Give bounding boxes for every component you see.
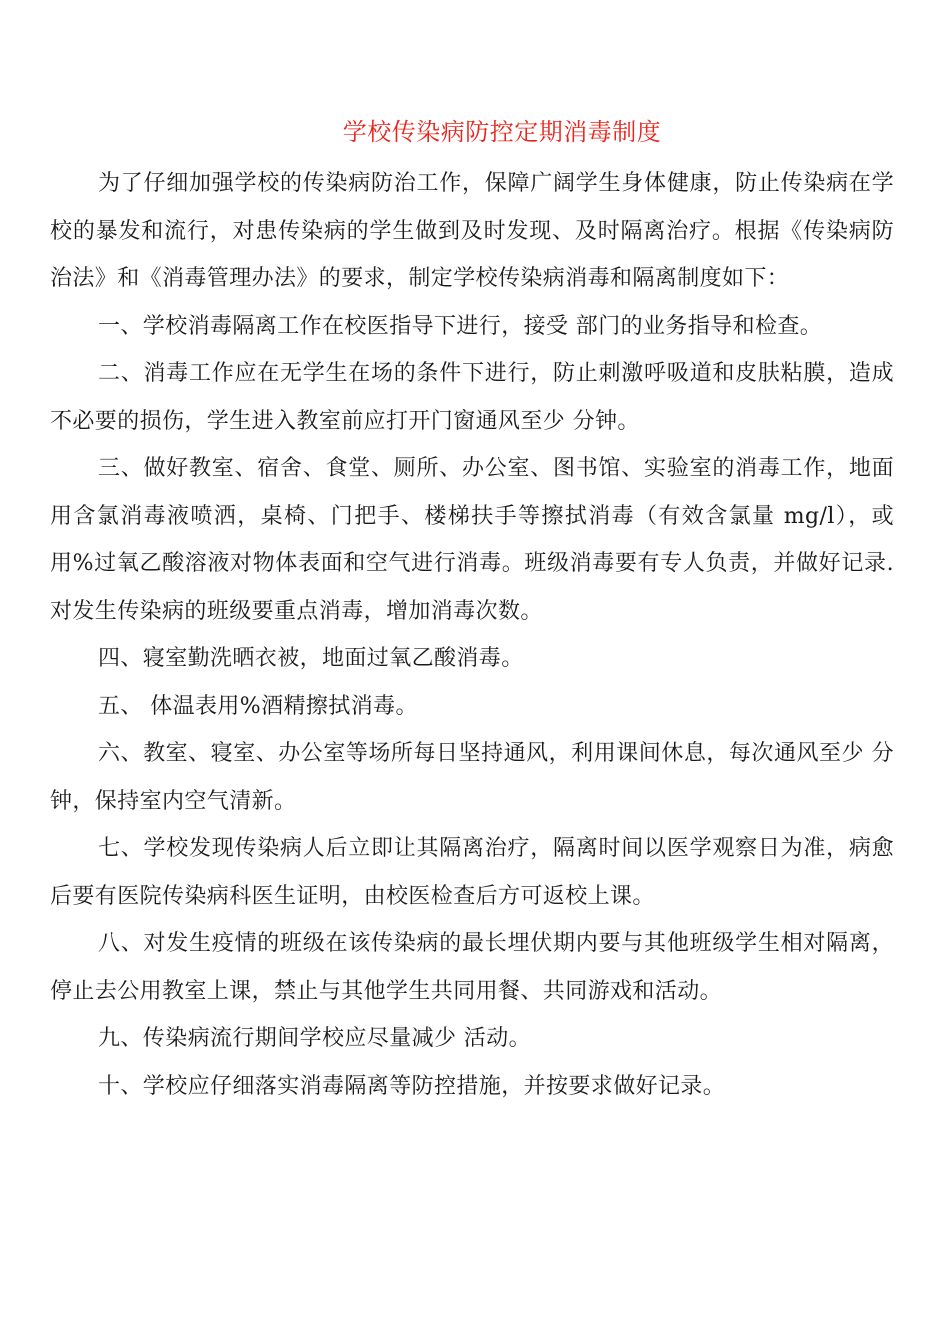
rule-9-paragraph: 九、传染病流行期间学校应尽量减少 活动。 [98, 1026, 531, 1051]
rule-5-paragraph: 五、 体温表用%酒精擦拭消毒。 [98, 693, 418, 719]
rule-7-paragraph: 七、学校发现传染病人后立即让其隔离治疗，隔离时间以医学观察日为准，病愈后要有医院传染病科医生证明，由校医检查后方可返校上课。 [50, 836, 894, 909]
rule-6-paragraph: 六、教室、寝室、办公室等场所每日坚持通风，利用课间休息，每次通风至少 分钟，保持室内空气清新。 [50, 741, 894, 814]
document-title: 学校传染病防控定期消毒制度 [342, 118, 662, 146]
rule-10-paragraph: 十、学校应仔细落实消毒隔离等防控措施，并按要求做好记录。 [98, 1073, 726, 1099]
intro-paragraph: 为了仔细加强学校的传染病防治工作，保障广阔学生身体健康，防止传染病在学校的暴发和流行，对患传染病的学生做到及时发现、及时隔离治疗。根据《传染病防治法》和《消毒管理办法》的要求，制定学校传染病消毒和隔离制度如下： [50, 171, 894, 291]
rule-8-paragraph: 八、对发生疫情的班级在该传染病的最长埋伏期内要与其他班级学生相对隔离，停止去公用教室上课，禁止与其他学生共同用餐、共同游戏和活动。 [50, 931, 894, 1004]
rule-4-paragraph: 四、寝室勤洗晒衣被，地面过氧乙酸消毒。 [98, 646, 524, 671]
rule-3-paragraph: 三、做好教室、宿舍、食堂、厕所、办公室、图书馆、实验室的消毒工作，地面用含氯消毒液喷洒，桌椅、门把手、楼梯扶手等擦拭消毒（有效含氯量 mg/l），或用%过氧乙酸溶液对物体表面和空气进行消毒。班级消毒要有专人负责，并做好记录.对发生传染病的班级要重点消毒，增加消毒次数。 [50, 456, 894, 624]
rule-2-paragraph: 二、消毒工作应在无学生在场的条件下进行，防止刺激呼吸道和皮肤粘膜，造成不必要的损伤，学生进入教室前应打开门窗通风至少 分钟。 [50, 361, 894, 434]
rule-1-paragraph: 一、学校消毒隔离工作在校医指导下进行，接受 部门的业务指导和检查。 [98, 313, 823, 339]
document-body [50, 160, 894, 1110]
